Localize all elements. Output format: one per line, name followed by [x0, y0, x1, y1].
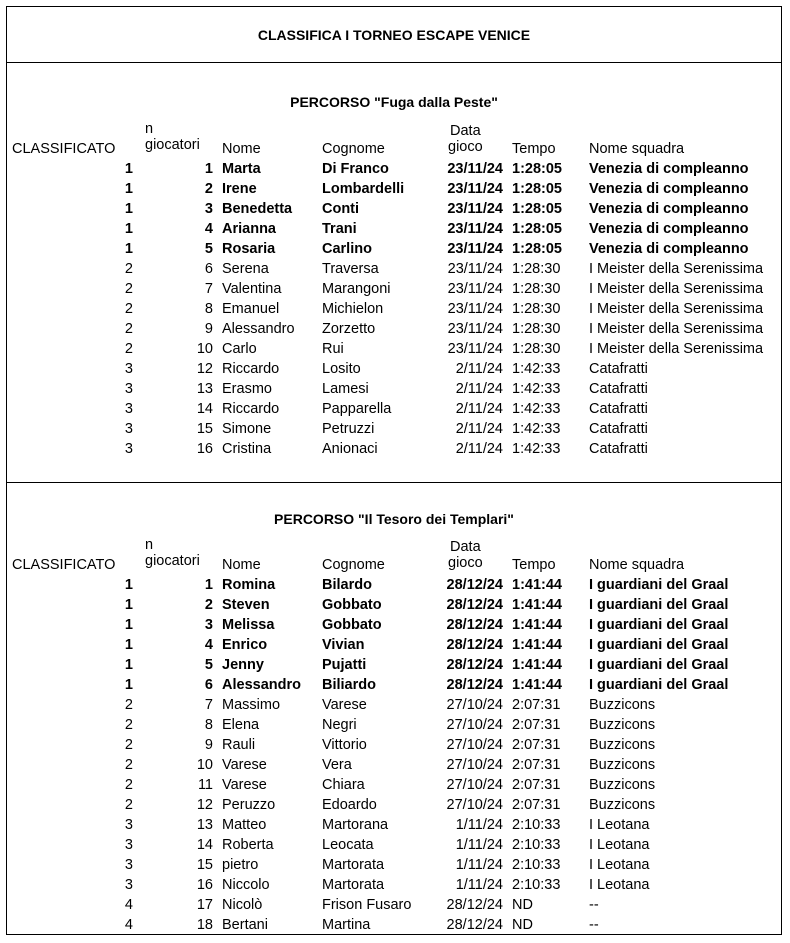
table-row: [7, 695, 781, 715]
cell-cognome: Lamesi: [322, 381, 369, 397]
cell-n-giocatori: 2: [204, 181, 213, 197]
cell-data-gioco: 1/11/24: [455, 837, 503, 853]
cell-data-gioco: 23/11/24: [447, 241, 503, 257]
cell-classificato: 3: [124, 837, 133, 853]
cell-nome-squadra: I guardiani del Graal: [589, 597, 729, 613]
header-tempo: Tempo: [512, 557, 556, 573]
cell-nome: Roberta: [222, 837, 274, 853]
table-row: [7, 895, 781, 915]
cell-tempo: 1:42:33: [512, 381, 561, 397]
cell-n-giocatori: 11: [197, 777, 213, 793]
cell-nome-squadra: Catafratti: [589, 441, 648, 457]
cell-cognome: Frison Fusaro: [322, 897, 412, 913]
cell-tempo: 1:41:44: [512, 637, 562, 653]
cell-data-gioco: 23/11/24: [447, 341, 503, 357]
cell-data-gioco: 23/11/24: [447, 201, 503, 217]
cell-nome: Matteo: [222, 817, 267, 833]
table-row: [7, 835, 781, 855]
cell-nome: Steven: [222, 597, 270, 613]
cell-tempo: 1:28:05: [512, 181, 562, 197]
cell-nome: pietro: [222, 857, 259, 873]
cell-n-giocatori: 10: [196, 757, 213, 773]
cell-nome-squadra: Venezia di compleanno: [589, 201, 749, 217]
cell-n-giocatori: 8: [204, 717, 213, 733]
cell-data-gioco: 1/11/24: [455, 857, 503, 873]
cell-cognome: Lombardelli: [322, 181, 405, 197]
cell-tempo: 1:41:44: [512, 677, 562, 693]
section-title-fuga: PERCORSO "Fuga dalla Peste": [290, 94, 498, 110]
cell-nome: Carlo: [222, 341, 257, 357]
cell-nome: Rosaria: [222, 241, 276, 257]
cell-cognome: Papparella: [322, 401, 392, 417]
header-cognome: Cognome: [322, 557, 385, 573]
cell-n-giocatori: 5: [204, 657, 213, 673]
cell-nome: Riccardo: [222, 361, 280, 377]
cell-nome-squadra: I Meister della Serenissima: [589, 321, 764, 337]
cell-data-gioco: 27/10/24: [446, 777, 503, 793]
cell-cognome: Gobbato: [322, 617, 382, 633]
cell-tempo: 1:28:05: [512, 161, 562, 177]
cell-n-giocatori: 12: [196, 797, 213, 813]
cell-nome-squadra: I Leotana: [589, 837, 650, 853]
cell-nome: Varese: [222, 777, 267, 793]
cell-classificato: 2: [124, 321, 133, 337]
cell-nome: Jenny: [222, 657, 264, 673]
table-row: [7, 199, 781, 219]
cell-nome-squadra: Catafratti: [589, 361, 648, 377]
cell-nome-squadra: I guardiani del Graal: [589, 677, 729, 693]
cell-nome-squadra: I Meister della Serenissima: [589, 261, 764, 277]
cell-classificato: 2: [124, 717, 133, 733]
cell-tempo: 2:07:31: [512, 777, 561, 793]
cell-data-gioco: 28/12/24: [446, 577, 503, 593]
cell-classificato: 3: [124, 441, 133, 457]
header-classificato: CLASSIFICATO: [12, 557, 116, 573]
cell-nome-squadra: Venezia di compleanno: [589, 181, 749, 197]
cell-nome: Enrico: [222, 637, 268, 653]
cell-nome-squadra: Buzzicons: [589, 757, 656, 773]
cell-n-giocatori: 13: [196, 817, 213, 833]
cell-cognome: Varese: [322, 697, 367, 713]
cell-tempo: 2:07:31: [512, 697, 561, 713]
table-row: [7, 259, 781, 279]
cell-n-giocatori: 7: [204, 697, 213, 713]
table-row: [7, 299, 781, 319]
cell-tempo: ND: [512, 917, 533, 933]
cell-cognome: Vivian: [322, 637, 365, 653]
cell-tempo: 2:10:33: [512, 837, 561, 853]
cell-nome-squadra: Buzzicons: [589, 697, 656, 713]
cell-nome-squadra: Buzzicons: [589, 717, 656, 733]
cell-data-gioco: 28/12/24: [446, 617, 503, 633]
cell-classificato: 1: [124, 677, 133, 693]
cell-data-gioco: 2/11/24: [455, 381, 503, 397]
cell-cognome: Martina: [322, 917, 371, 933]
table-row: [7, 379, 781, 399]
cell-nome: Peruzzo: [222, 797, 276, 813]
table-row: [7, 339, 781, 359]
cell-tempo: 1:28:30: [512, 301, 561, 317]
header-nome: Nome: [222, 141, 261, 157]
header-classificato: CLASSIFICATO: [12, 141, 116, 157]
cell-nome-squadra: I Leotana: [589, 817, 650, 833]
cell-classificato: 1: [124, 181, 133, 197]
header-squadra: Nome squadra: [589, 141, 685, 157]
cell-n-giocatori: 18: [196, 917, 213, 933]
cell-n-giocatori: 2: [204, 597, 213, 613]
cell-cognome: Losito: [322, 361, 361, 377]
cell-n-giocatori: 14: [196, 401, 213, 417]
cell-nome-squadra: Venezia di compleanno: [589, 221, 749, 237]
cell-nome: Cristina: [222, 441, 272, 457]
cell-cognome: Trani: [322, 221, 357, 237]
cell-nome-squadra: I Leotana: [589, 877, 650, 893]
cell-cognome: Traversa: [322, 261, 379, 277]
document-frame: [6, 6, 782, 935]
cell-classificato: 2: [124, 341, 133, 357]
cell-nome: Elena: [222, 717, 260, 733]
cell-classificato: 4: [124, 897, 133, 913]
cell-n-giocatori: 4: [204, 637, 213, 653]
cell-tempo: 1:41:44: [512, 617, 562, 633]
cell-tempo: 2:10:33: [512, 877, 561, 893]
table-row: [7, 775, 781, 795]
cell-tempo: 1:42:33: [512, 401, 561, 417]
cell-tempo: 2:07:31: [512, 797, 561, 813]
table-row: [7, 399, 781, 419]
cell-cognome: Carlino: [322, 241, 372, 257]
cell-cognome: Martorana: [322, 817, 389, 833]
cell-n-giocatori: 6: [204, 677, 213, 693]
cell-nome: Erasmo: [222, 381, 272, 397]
cell-nome-squadra: I Leotana: [589, 857, 650, 873]
cell-nome: Riccardo: [222, 401, 280, 417]
cell-cognome: Marangoni: [322, 281, 391, 297]
cell-n-giocatori: 1: [204, 161, 213, 177]
cell-tempo: 1:42:33: [512, 441, 561, 457]
table-row: [7, 715, 781, 735]
cell-classificato: 2: [124, 797, 133, 813]
cell-data-gioco: 23/11/24: [447, 321, 503, 337]
table-row: [7, 855, 781, 875]
cell-nome-squadra: Venezia di compleanno: [589, 161, 749, 177]
cell-tempo: 1:42:33: [512, 421, 561, 437]
cell-classificato: 3: [124, 877, 133, 893]
cell-data-gioco: 28/12/24: [446, 677, 503, 693]
table-row: [7, 875, 781, 895]
cell-data-gioco: 2/11/24: [455, 421, 503, 437]
table-row: [7, 915, 781, 935]
cell-nome: Marta: [222, 161, 261, 177]
cell-nome: Simone: [222, 421, 272, 437]
cell-classificato: 1: [124, 221, 133, 237]
cell-n-giocatori: 14: [196, 837, 213, 853]
cell-n-giocatori: 12: [196, 361, 213, 377]
cell-nome: Serena: [222, 261, 269, 277]
table-row: [7, 439, 781, 459]
table-row: [7, 159, 781, 179]
cell-nome: Varese: [222, 757, 267, 773]
cell-nome-squadra: I guardiani del Graal: [589, 617, 729, 633]
table-row: [7, 815, 781, 835]
table-row: [7, 219, 781, 239]
header-n-line2: giocatori: [145, 553, 200, 569]
cell-nome: Bertani: [222, 917, 268, 933]
cell-classificato: 3: [124, 817, 133, 833]
cell-classificato: 1: [124, 577, 133, 593]
cell-cognome: Zorzetto: [322, 321, 376, 337]
cell-data-gioco: 2/11/24: [455, 401, 503, 417]
cell-nome-squadra: Buzzicons: [589, 797, 656, 813]
cell-data-gioco: 23/11/24: [447, 301, 503, 317]
header-nome: Nome: [222, 557, 261, 573]
cell-classificato: 3: [124, 857, 133, 873]
cell-tempo: 1:42:33: [512, 361, 561, 377]
cell-nome: Nicolò: [222, 897, 263, 913]
cell-n-giocatori: 17: [196, 897, 213, 913]
cell-nome-squadra: Catafratti: [589, 381, 648, 397]
cell-nome-squadra: Buzzicons: [589, 737, 656, 753]
cell-classificato: 1: [124, 597, 133, 613]
table-row: [7, 675, 781, 695]
cell-classificato: 2: [124, 697, 133, 713]
cell-nome: Niccolo: [222, 877, 270, 893]
cell-classificato: 2: [124, 737, 133, 753]
cell-cognome: Bilardo: [322, 577, 372, 593]
cell-nome: Alessandro: [222, 321, 295, 337]
cell-tempo: 1:41:44: [512, 577, 562, 593]
cell-data-gioco: 28/12/24: [446, 637, 503, 653]
cell-cognome: Anionaci: [322, 441, 378, 457]
cell-n-giocatori: 7: [204, 281, 213, 297]
header-n-line1: n: [145, 121, 154, 137]
cell-data-gioco: 28/12/24: [446, 597, 503, 613]
cell-tempo: ND: [512, 897, 533, 913]
header-data-line2: gioco: [448, 555, 483, 571]
table-row: [7, 755, 781, 775]
cell-cognome: Leocata: [322, 837, 374, 853]
table-row: [7, 419, 781, 439]
cell-tempo: 1:41:44: [512, 597, 562, 613]
cell-nome-squadra: I guardiani del Graal: [589, 637, 729, 653]
cell-classificato: 3: [124, 381, 133, 397]
cell-nome: Melissa: [222, 617, 275, 633]
cell-tempo: 1:41:44: [512, 657, 562, 673]
cell-data-gioco: 27/10/24: [446, 757, 503, 773]
cell-nome: Arianna: [222, 221, 276, 237]
cell-data-gioco: 27/10/24: [446, 717, 503, 733]
cell-data-gioco: 27/10/24: [446, 797, 503, 813]
cell-n-giocatori: 5: [204, 241, 213, 257]
header-data-line2: gioco: [448, 139, 483, 155]
cell-cognome: Martorata: [322, 857, 385, 873]
cell-data-gioco: 28/12/24: [446, 657, 503, 673]
cell-cognome: Martorata: [322, 877, 385, 893]
cell-classificato: 4: [124, 917, 133, 933]
table-row: [7, 615, 781, 635]
table-row: [7, 279, 781, 299]
section-title-templari: PERCORSO "Il Tesoro dei Templari": [274, 511, 514, 527]
cell-cognome: Vittorio: [322, 737, 367, 753]
cell-data-gioco: 28/12/24: [446, 917, 503, 933]
cell-classificato: 1: [124, 637, 133, 653]
cell-classificato: 3: [124, 401, 133, 417]
cell-cognome: Edoardo: [322, 797, 377, 813]
cell-nome: Irene: [222, 181, 257, 197]
cell-n-giocatori: 8: [204, 301, 213, 317]
cell-data-gioco: 1/11/24: [455, 817, 503, 833]
cell-nome: Valentina: [222, 281, 282, 297]
cell-classificato: 1: [124, 657, 133, 673]
cell-nome-squadra: --: [589, 917, 599, 933]
cell-cognome: Michielon: [322, 301, 384, 317]
cell-classificato: 1: [124, 161, 133, 177]
cell-tempo: 2:07:31: [512, 737, 561, 753]
cell-classificato: 1: [124, 617, 133, 633]
cell-classificato: 2: [124, 261, 133, 277]
cell-nome-squadra: Venezia di compleanno: [589, 241, 749, 257]
cell-tempo: 2:07:31: [512, 757, 561, 773]
table-row: [7, 795, 781, 815]
table-row: [7, 635, 781, 655]
cell-n-giocatori: 6: [204, 261, 213, 277]
cell-data-gioco: 27/10/24: [446, 737, 503, 753]
cell-data-gioco: 23/11/24: [447, 221, 503, 237]
cell-classificato: 2: [124, 757, 133, 773]
cell-data-gioco: 2/11/24: [455, 441, 503, 457]
table-row: [7, 179, 781, 199]
header-data-line1: Data: [450, 123, 481, 139]
cell-nome-squadra: Catafratti: [589, 421, 648, 437]
cell-data-gioco: 23/11/24: [447, 261, 503, 277]
cell-n-giocatori: 1: [204, 577, 213, 593]
cell-nome-squadra: I Meister della Serenissima: [589, 301, 764, 317]
table-row: [7, 359, 781, 379]
cell-cognome: Di Franco: [322, 161, 389, 177]
cell-nome-squadra: Catafratti: [589, 401, 648, 417]
cell-classificato: 2: [124, 281, 133, 297]
cell-data-gioco: 27/10/24: [446, 697, 503, 713]
cell-nome: Emanuel: [222, 301, 280, 317]
cell-n-giocatori: 16: [196, 441, 213, 457]
cell-tempo: 1:28:30: [512, 321, 561, 337]
cell-data-gioco: 23/11/24: [447, 161, 503, 177]
cell-n-giocatori: 3: [204, 201, 213, 217]
cell-tempo: 2:07:31: [512, 717, 561, 733]
cell-tempo: 1:28:05: [512, 241, 562, 257]
cell-cognome: Pujatti: [322, 657, 367, 673]
header-n-line2: giocatori: [145, 137, 200, 153]
cell-cognome: Chiara: [322, 777, 365, 793]
cell-tempo: 1:28:30: [512, 281, 561, 297]
table-row: [7, 239, 781, 259]
cell-nome-squadra: I Meister della Serenissima: [589, 341, 764, 357]
cell-nome-squadra: Buzzicons: [589, 777, 656, 793]
table-row: [7, 655, 781, 675]
cell-nome: Alessandro: [222, 677, 301, 693]
cell-cognome: Negri: [322, 717, 357, 733]
cell-nome: Massimo: [222, 697, 281, 713]
cell-cognome: Rui: [322, 341, 344, 357]
header-tempo: Tempo: [512, 141, 556, 157]
cell-classificato: 3: [124, 361, 133, 377]
cell-tempo: 2:10:33: [512, 857, 561, 873]
cell-n-giocatori: 9: [204, 321, 213, 337]
cell-cognome: Gobbato: [322, 597, 382, 613]
header-data-line1: Data: [450, 539, 481, 555]
cell-classificato: 2: [124, 777, 133, 793]
table-row: [7, 595, 781, 615]
header-n-line1: n: [145, 537, 154, 553]
cell-cognome: Petruzzi: [322, 421, 375, 437]
cell-tempo: 1:28:05: [512, 221, 562, 237]
cell-nome-squadra: --: [589, 897, 599, 913]
cell-n-giocatori: 13: [196, 381, 213, 397]
cell-n-giocatori: 15: [196, 857, 213, 873]
cell-tempo: 1:28:30: [512, 341, 561, 357]
cell-nome: Benedetta: [222, 201, 293, 217]
cell-nome-squadra: I guardiani del Graal: [589, 577, 729, 593]
cell-n-giocatori: 15: [196, 421, 213, 437]
cell-cognome: Biliardo: [322, 677, 376, 693]
table-row: [7, 319, 781, 339]
header-squadra: Nome squadra: [589, 557, 685, 573]
cell-data-gioco: 23/11/24: [447, 181, 503, 197]
section-divider: [7, 482, 781, 483]
cell-data-gioco: 2/11/24: [455, 361, 503, 377]
cell-nome: Rauli: [222, 737, 256, 753]
cell-classificato: 2: [124, 301, 133, 317]
cell-tempo: 2:10:33: [512, 817, 561, 833]
cell-n-giocatori: 3: [204, 617, 213, 633]
cell-data-gioco: 1/11/24: [455, 877, 503, 893]
table-row: [7, 735, 781, 755]
document-title: CLASSIFICA I TORNEO ESCAPE VENICE: [7, 7, 781, 63]
cell-n-giocatori: 4: [204, 221, 213, 237]
cell-classificato: 1: [124, 241, 133, 257]
cell-tempo: 1:28:30: [512, 261, 561, 277]
cell-tempo: 1:28:05: [512, 201, 562, 217]
cell-cognome: Conti: [322, 201, 360, 217]
cell-cognome: Vera: [322, 757, 352, 773]
cell-data-gioco: 28/12/24: [446, 897, 503, 913]
table-row: [7, 575, 781, 595]
cell-classificato: 1: [124, 201, 133, 217]
cell-classificato: 3: [124, 421, 133, 437]
cell-data-gioco: 23/11/24: [447, 281, 503, 297]
cell-n-giocatori: 9: [204, 737, 213, 753]
cell-n-giocatori: 10: [196, 341, 213, 357]
cell-nome: Romina: [222, 577, 276, 593]
cell-nome-squadra: I guardiani del Graal: [589, 657, 729, 673]
header-cognome: Cognome: [322, 141, 385, 157]
cell-nome-squadra: I Meister della Serenissima: [589, 281, 764, 297]
cell-n-giocatori: 16: [196, 877, 213, 893]
